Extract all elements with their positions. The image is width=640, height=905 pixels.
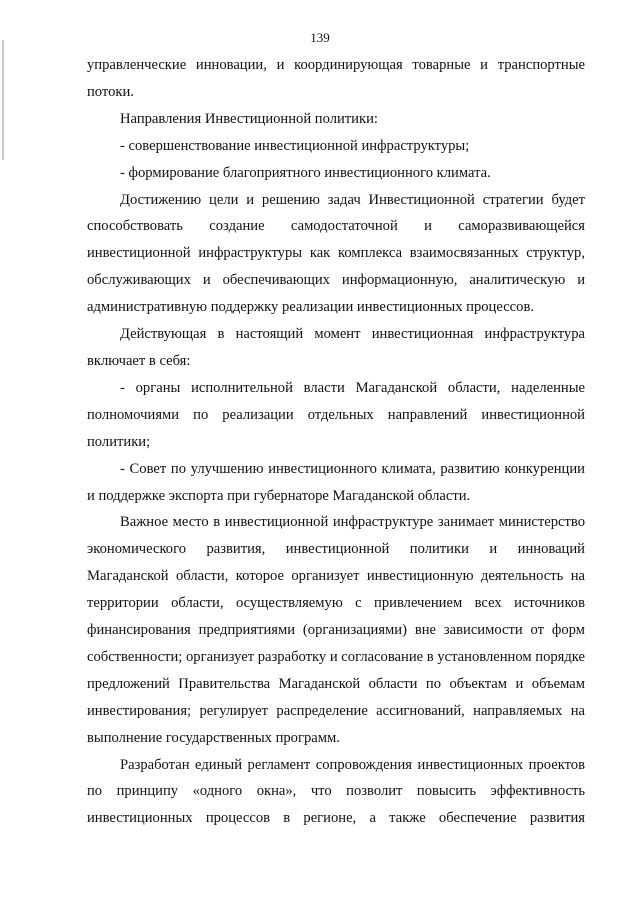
paragraph: Направления Инвестиционной политики: <box>120 110 378 127</box>
list-item: - органы исполнительной власти Магаданской области, наделенные полномочиями по реализации отдельных направлений инвестиционной политики; <box>87 379 585 450</box>
paragraph: управленческие инновации, и координирующая товарные и транспортные потоки. <box>87 57 585 100</box>
paragraph: Действующая в настоящий момент инвестиционная инфраструктура включает в себя: <box>87 326 585 369</box>
scan-edge-mark <box>2 40 4 160</box>
list-item: - формирование благоприятного инвестиционного климата. <box>120 164 491 181</box>
page-number: 139 <box>310 30 330 45</box>
document-body <box>87 52 585 832</box>
paragraph: Важное место в инвестиционной инфраструктуре занимает министерство экономического развития, инвестиционной политики и инноваций Магаданской области, которое организует инвестиционную деятельность на территории области, осуществляемую с привлечением всех источников финансирования предприятиями (организациями) вне зависимости от форм собственности; организует разработку и согласование в установленном порядке предложений Правительства Магаданской области по объектам и объемам инвестирования; регулирует распределение ассигнований, направляемых на выполнение государственных программ. <box>87 514 585 746</box>
list-item: - совершенствование инвестиционной инфраструктуры; <box>120 137 470 154</box>
paragraph: Достижению цели и решению задач Инвестиционной стратегии будет способствовать создание самодостаточной и саморазвивающейся инвестиционной инфраструктуры как комплекса взаимосвязанных структур, обслуживающих и обеспечивающих информационную, аналитическую и административную поддержку реализации инвестиционных процессов. <box>87 191 585 316</box>
list-item: - Совет по улучшению инвестиционного климата, развитию конкуренции и поддержке экспорта при губернаторе Магаданской области. <box>87 460 585 504</box>
paragraph: Разработан единый регламент сопровождения инвестиционных проектов по принципу «одного окна», что позволит повысить эффективность инвестиционных процессов в регионе, а также обеспечение развития <box>87 756 585 827</box>
